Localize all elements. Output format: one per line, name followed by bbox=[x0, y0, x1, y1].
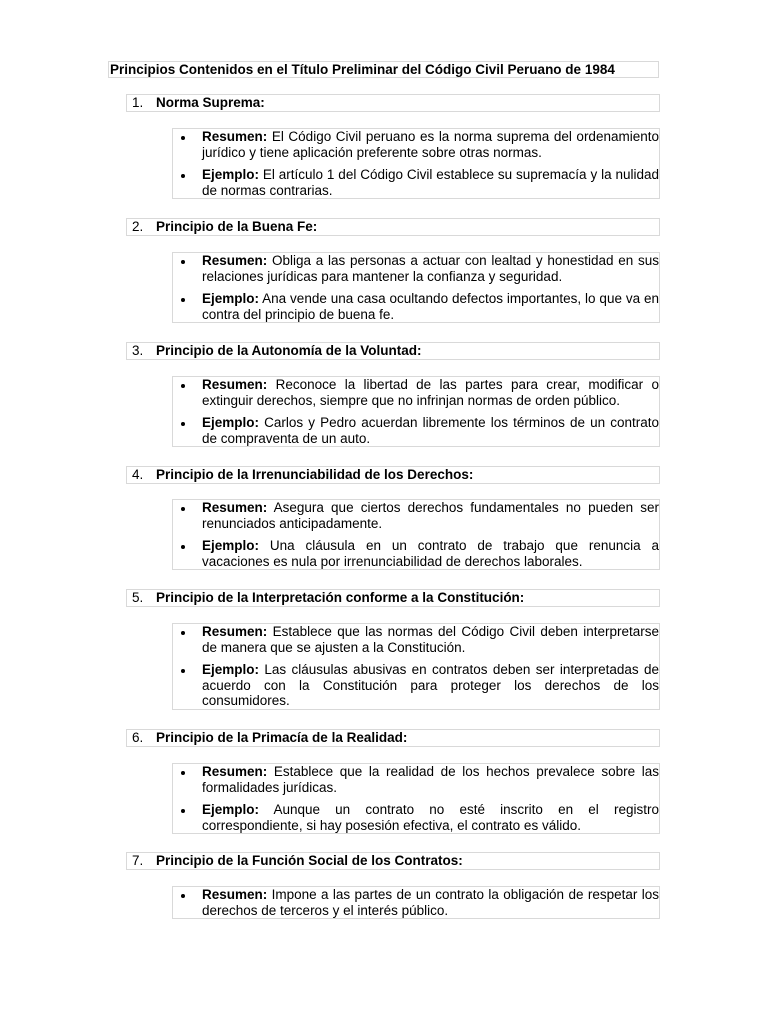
bullet-icon bbox=[181, 174, 185, 178]
item-text: El Código Civil peruano es la norma suprema del ordenamiento jurídico y tiene aplicación preferente sobre otras normas. bbox=[202, 129, 659, 160]
section-heading bbox=[126, 852, 660, 870]
list-item bbox=[173, 253, 659, 284]
bullet-list bbox=[172, 763, 660, 834]
item-text: Asegura que ciertos derechos fundamentales no pueden ser renunciados anticipadamente. bbox=[202, 500, 659, 531]
list-item bbox=[173, 377, 659, 408]
bullet-icon bbox=[181, 507, 185, 511]
list-item bbox=[173, 887, 659, 918]
section-number: 3. bbox=[132, 343, 144, 358]
list-item bbox=[173, 624, 659, 655]
section-title: Principio de la Buena Fe: bbox=[156, 219, 318, 234]
section-title: Principio de la Función Social de los Contratos: bbox=[156, 853, 463, 868]
section-title: Principio de la Interpretación conforme a la Constitución: bbox=[156, 590, 525, 605]
bullet-icon bbox=[181, 631, 185, 635]
item-label: Ejemplo: bbox=[202, 167, 260, 182]
bullet-icon bbox=[181, 384, 185, 388]
bullet-icon bbox=[181, 136, 185, 140]
item-text: El artículo 1 del Código Civil establece su supremacía y la nulidad de normas contrarias. bbox=[202, 167, 659, 198]
section-title: Principio de la Autonomía de la Voluntad: bbox=[156, 343, 422, 358]
section-number: 2. bbox=[132, 219, 144, 234]
item-text: Las cláusulas abusivas en contratos deben ser interpretadas de acuerdo con la Constitución para proteger los derechos de los consumidores. bbox=[202, 662, 659, 708]
bullet-list bbox=[172, 886, 660, 919]
item-label: Resumen: bbox=[202, 887, 268, 902]
list-item bbox=[173, 415, 659, 446]
section-number: 1. bbox=[132, 95, 144, 110]
list-item bbox=[173, 500, 659, 531]
bullet-list bbox=[172, 128, 660, 199]
item-label: Ejemplo: bbox=[202, 291, 260, 306]
section-title: Norma Suprema: bbox=[156, 95, 265, 110]
bullet-icon bbox=[181, 298, 185, 302]
bullet-icon bbox=[181, 809, 185, 813]
list-item bbox=[173, 129, 659, 160]
item-label: Resumen: bbox=[202, 253, 268, 268]
section-title: Principio de la Primacía de la Realidad: bbox=[156, 730, 408, 745]
bullet-icon bbox=[181, 771, 185, 775]
item-label: Resumen: bbox=[202, 377, 268, 392]
bullet-icon bbox=[181, 545, 185, 549]
item-text: Impone a las partes de un contrato la obligación de respetar los derechos de terceros y el interés público. bbox=[202, 887, 659, 918]
item-label: Ejemplo: bbox=[202, 538, 260, 553]
item-text: Una cláusula en un contrato de trabajo que renuncia a vacaciones es nula por irrenunciabilidad de derechos laborales. bbox=[202, 538, 659, 569]
document-title: Principios Contenidos en el Título Preliminar del Código Civil Peruano de 1984 bbox=[108, 61, 659, 78]
item-label: Ejemplo: bbox=[202, 415, 260, 430]
section-heading bbox=[126, 94, 660, 112]
list-item bbox=[173, 291, 659, 322]
section-number: 4. bbox=[132, 467, 144, 482]
section-number: 6. bbox=[132, 730, 144, 745]
item-text: Aunque un contrato no esté inscrito en el registro correspondiente, si hay posesión efectiva, el contrato es válido. bbox=[202, 802, 659, 833]
item-text: Carlos y Pedro acuerdan libremente los términos de un contrato de compraventa de un auto. bbox=[202, 415, 659, 446]
item-label: Resumen: bbox=[202, 500, 268, 515]
list-item bbox=[173, 662, 659, 709]
bullet-list bbox=[172, 499, 660, 570]
bullet-icon bbox=[181, 894, 185, 898]
item-text: Reconoce la libertad de las partes para crear, modificar o extinguir derechos, siempre que no infrinjan normas de orden público. bbox=[202, 377, 659, 408]
bullet-icon bbox=[181, 422, 185, 426]
section-number: 7. bbox=[132, 853, 144, 868]
item-label: Resumen: bbox=[202, 764, 268, 779]
list-item bbox=[173, 538, 659, 569]
bullet-list bbox=[172, 376, 660, 447]
item-text: Establece que las normas del Código Civil deben interpretarse de manera que se ajusten a la Constitución. bbox=[202, 624, 659, 655]
section-number: 5. bbox=[132, 590, 144, 605]
list-item bbox=[173, 802, 659, 833]
bullet-icon bbox=[181, 260, 185, 264]
item-label: Resumen: bbox=[202, 129, 268, 144]
list-item bbox=[173, 764, 659, 795]
section-heading bbox=[126, 342, 660, 360]
section-title: Principio de la Irrenunciabilidad de los Derechos: bbox=[156, 467, 474, 482]
section-heading bbox=[126, 589, 660, 607]
section-heading bbox=[126, 218, 660, 236]
item-text: Ana vende una casa ocultando defectos importantes, lo que va en contra del principio de buena fe. bbox=[202, 291, 659, 322]
item-text: Establece que la realidad de los hechos prevalece sobre las formalidades jurídicas. bbox=[202, 764, 659, 795]
list-item bbox=[173, 167, 659, 198]
item-text: Obliga a las personas a actuar con lealtad y honestidad en sus relaciones jurídicas para mantener la confianza y seguridad. bbox=[202, 253, 659, 284]
section-heading bbox=[126, 729, 660, 747]
bullet-list bbox=[172, 623, 660, 710]
item-label: Ejemplo: bbox=[202, 802, 260, 817]
bullet-icon bbox=[181, 669, 185, 673]
item-label: Resumen: bbox=[202, 624, 268, 639]
item-label: Ejemplo: bbox=[202, 662, 260, 677]
bullet-list bbox=[172, 252, 660, 323]
section-heading bbox=[126, 466, 660, 484]
